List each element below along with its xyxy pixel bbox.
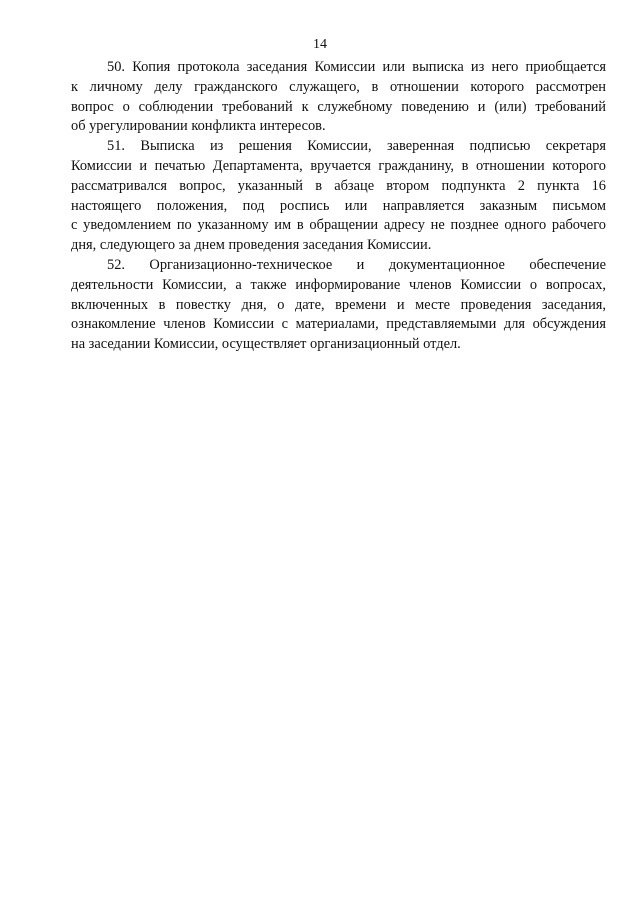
paragraph-50 bbox=[71, 58, 606, 137]
paragraph-line: к личному делу гражданского служащего, в отношении которого рассмотрен bbox=[71, 78, 606, 95]
paragraph-line: об урегулировании конфликта интересов. bbox=[71, 118, 326, 135]
paragraph-line: Комиссии и печатью Департамента, вручается гражданину, в отношении которого bbox=[71, 157, 606, 174]
page-number: 14 bbox=[313, 37, 327, 52]
paragraph-52 bbox=[71, 256, 606, 355]
paragraph-51 bbox=[71, 137, 606, 256]
paragraph-line: ознакомление членов Комиссии с материалами, представляемыми для обсуждения bbox=[71, 316, 606, 333]
paragraph-line: вопрос о соблюдении требований к служебному поведению и (или) требований bbox=[71, 98, 606, 115]
paragraph-line: деятельности Комиссии, а также информирование членов Комиссии о вопросах, bbox=[71, 276, 606, 293]
paragraph-line: настоящего положения, под роспись или направляется заказным письмом bbox=[71, 197, 606, 214]
paragraph-line: 52. Организационно-техническое и документационное обеспечение bbox=[107, 256, 606, 273]
document-body bbox=[71, 58, 606, 355]
paragraph-line: 50. Копия протокола заседания Комиссии или выписка из него приобщается bbox=[107, 59, 606, 75]
paragraph-line: дня, следующего за днем проведения заседания Комиссии. bbox=[71, 237, 432, 254]
paragraph-line: на заседании Комиссии, осуществляет организационный отдел. bbox=[71, 336, 461, 353]
paragraph-line: рассматривался вопрос, указанный в абзаце втором подпункта 2 пункта 16 bbox=[71, 177, 606, 194]
paragraph-line: с уведомлением по указанному им в обращении адресу не позднее одного рабочего bbox=[71, 217, 606, 234]
paragraph-line: 51. Выписка из решения Комиссии, заверенная подписью секретаря bbox=[107, 138, 606, 155]
paragraph-line: включенных в повестку дня, о дате, времени и месте проведения заседания, bbox=[71, 296, 606, 313]
